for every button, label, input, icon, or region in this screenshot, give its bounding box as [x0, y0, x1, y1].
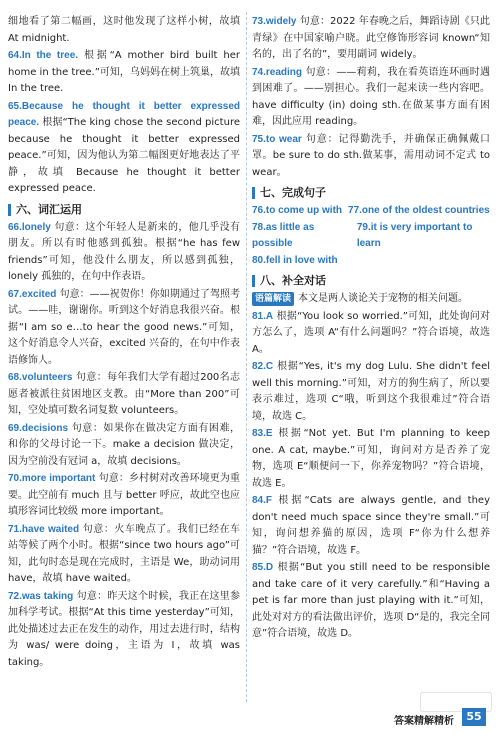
- section-bar-icon: [8, 204, 11, 216]
- section-bar-icon: [252, 187, 255, 199]
- page-number: 55: [462, 708, 486, 726]
- footer-label: 答案精解精析: [394, 716, 454, 727]
- right-column: [252, 14, 490, 644]
- answer-67: 67.excited 句意：——祝贺你！你如期通过了驾照考试。——哇，谢谢你。听到这个好消息我很兴奋。根据“I am so e…to hear the good news.”可知，这个好消息令人兴奋，excited 兴奋的，在句中作表语修饰人。: [8, 288, 240, 366]
- answer-69: 69.decisions 句意：如果你在做决定方面有困难，和你的父母讨论一下。make a decision 做决定，因为空前没有冠词 a，故填 decisions。: [8, 422, 240, 467]
- answer-85: 85.D 根据“But you still need to be responsible and take care of it very carefully.”和“Having a pet is far more than just playing with it.”可知，此处对对方的看法做出评价，选项 D“是的，我完全同意”符合语境，故选 D。: [252, 562, 490, 639]
- fill-row-3: 80.fell in love with: [252, 254, 338, 266]
- section-complete-sentences-heading: 七、完成句子: [252, 184, 490, 202]
- answer-64: 64.In the tree. 根据“A mother bird built her home in the tree.”可知，乌妈妈在树上筑巢，故填 In the tree.: [8, 50, 240, 94]
- section-dialogue-heading: 八、补全对话: [252, 272, 490, 290]
- answer-81: 81.A 根据“You look so worried.”可知，此处询问对方怎么了，选项 A“有什么问题吗？”符合语境，故选 A。: [252, 310, 490, 355]
- answer-66: 66.lonely 句意：这个年轻人是新来的，他几乎没有朋友。所以有时他感到孤独。根据“he has few friends”可知，他没什么朋友，所以感到孤独，lonely 孤独的，在句中作表语。: [8, 221, 240, 282]
- answer-83: 83.E 根据“Not yet. But I'm planning to keep one. A cat, maybe.”可知，询问对方是否养了宠物，选项 E“顺便问一下，你养宠物吗？”符合语境，故选 E。: [252, 428, 490, 489]
- answer-74: 74.reading 句意：——莉莉，我在看英语连环画时遇到困难了。——别担心。我们一起来读一些内容吧。have difficulty (in) doing sth.在做某事方面有困难，因此应用 reading。: [252, 66, 490, 127]
- answer-70: 70.more important 句意：乡村树对改善环境更为重要。此空前有 much 且与 better 呼应，故此空也应填形容词比较级 more important。: [8, 473, 240, 517]
- section-vocabulary-heading: 六、词汇运用: [8, 201, 240, 219]
- reading-tag: 语篇解读: [252, 292, 294, 306]
- answer-72: 72.was taking 句意：昨天这个时候，我正在这里参加科学考试。根据“At this time yesterday”可知，此处描述过去正在发生的动作，用过去进行时，结构为 was/ were doing，主语为 I，故填 was taking。: [8, 590, 241, 668]
- section-bar-icon: [252, 275, 255, 287]
- answer-84: 84.F 根据“Cats are always gentle, and they don't need much space since they're small.”可知，询问想养猫的原因，选项 F“你为什么想养猫？”符合语境，故选 F。: [252, 495, 490, 556]
- answer-82: 82.C 根据“Yes, it's my dog Lulu. She didn't feel well this morning.”可知，对方的狗生病了，所以要表示难过，选项 C“哦，听到这个我很难过”符合语境，故选 C。: [252, 361, 490, 422]
- answer-68: 68.volunteers 句意：每年我们大学有超过200名志愿者被派往贫困地区支教。由“More than 200”可知，空处填可数名词复数 volunteers。: [8, 372, 240, 416]
- fill-row-2: 78.as little as possible 79.it is very important to learn: [252, 221, 473, 249]
- answer-63-continued: 细地看了第二幅画，这时他发现了这样小树，故填 At midnight.: [8, 16, 240, 44]
- fill-row-1: 76.to come up with 77.one of the oldest countries: [252, 205, 490, 216]
- answer-75: 75.to wear 句意：记得勤洗手，并确保正确佩戴口罩。be sure to do sth.做某事，需用动词不定式 to wear。: [252, 133, 490, 178]
- left-column: [8, 14, 240, 672]
- column-divider: [246, 12, 247, 702]
- reading-summary: 语篇解读 本文是两人谈论关于宠物的相关问题。: [252, 291, 490, 308]
- answer-65: 65.Because he thought it better expressed peace. 根据“The king chose the second picture because he thought it better expressed peace.”可知，因为他认为第二幅图更好地表达了平静，故填 Because he thought it better expressed peace.: [8, 100, 240, 194]
- answer-71: 71.have waited 句意：火车晚点了。我们已经在车站等候了两个小时。根据“since two hours ago”可知，此句时态是现在完成时，主语是 We，助动词用 have，故填 have waited。: [8, 523, 240, 584]
- answer-73: 73.widely 句意：2022 年春晚之后，舞蹈诗剧《只此青绿》在中国家喻户晓。此空修饰形容词 known“知名的，出了名的”，要用副词 widely。: [252, 16, 490, 60]
